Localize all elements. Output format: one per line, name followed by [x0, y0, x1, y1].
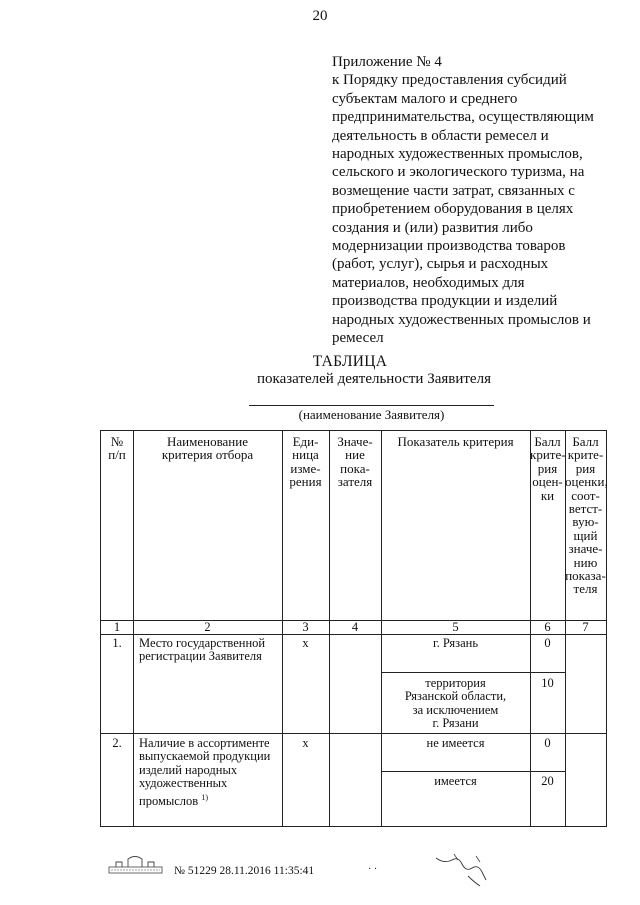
applicant-name-caption: (наименование Заявителя) — [298, 407, 445, 422]
indicator-text: г. Рязань — [432, 636, 479, 650]
document-reference: № 51229 28.11.2016 11:35:41 — [174, 865, 315, 877]
appendix-line: народных художественных промыслов и — [332, 311, 591, 328]
registry-stamp-icon — [108, 853, 163, 875]
appendix-line: производства продукции и изделий — [332, 293, 558, 310]
appendix-line: к Порядку предоставления субсидий — [332, 72, 567, 89]
header-score-assigned: Балл крите- рия оценки, соот- ветст- вую- щий значе- нию показа- теля — [565, 434, 608, 597]
appendix-line: модернизации производства товаров — [332, 238, 566, 255]
criterion-unit: х — [302, 736, 309, 750]
applicant-name-line — [249, 405, 494, 406]
header-unit: Еди- ница изме- рения — [289, 434, 322, 490]
appendix-line: народных художественных промыслов, — [332, 146, 583, 163]
footnote-mark: 1) — [201, 792, 208, 802]
indicator-text: имеется — [434, 774, 477, 788]
appendix-line: сельского и экологического туризма, на — [332, 164, 585, 181]
indicator-score: 0 — [544, 736, 551, 750]
column-number: 5 — [452, 620, 459, 634]
indicator-text: не имеется — [426, 736, 485, 750]
column-number: 1 — [113, 620, 121, 634]
appendix-line: Приложение № 4 — [332, 54, 442, 70]
header-score: Балл крите- рия оцен- ки — [530, 434, 566, 503]
criterion-unit: х — [302, 636, 309, 650]
header-number: № п/п — [108, 434, 126, 463]
criterion-name: Место государственной регистрации Заявителя — [139, 636, 266, 664]
column-number: 4 — [351, 620, 359, 634]
table-subtitle: показателей деятельности Заявителя — [257, 371, 491, 387]
footer-mark: · · — [368, 864, 378, 875]
column-number: 6 — [544, 620, 551, 634]
appendix-line: (работ, услуг), сырья и расходных — [332, 256, 549, 273]
appendix-line: предпринимательства, осуществляющим — [332, 109, 594, 126]
header-criterion: Наименование критерия отбора — [161, 434, 254, 463]
header-indicator: Показатель критерия — [397, 434, 514, 449]
indicator-score: 10 — [541, 676, 554, 690]
appendix-line: ремесел — [332, 330, 384, 347]
signature-icon — [432, 850, 502, 890]
table-row-divider — [101, 733, 606, 734]
criteria-table — [100, 430, 607, 827]
column-number: 3 — [302, 620, 309, 634]
appendix-header — [332, 53, 632, 348]
appendix-line: возмещение части затрат, связанных с — [332, 182, 575, 199]
column-number: 2 — [204, 620, 211, 634]
header-value: Значе- ние пока- зателя — [337, 434, 373, 490]
indicator-score: 20 — [541, 774, 554, 788]
appendix-line: создания и (или) развития либо — [332, 219, 533, 236]
page-number: 20 — [312, 8, 328, 24]
row-number: 1. — [112, 636, 122, 650]
appendix-line: субъектам малого и среднего — [332, 90, 518, 107]
appendix-line: деятельность в области ремесел и — [332, 127, 549, 144]
table-row-divider — [381, 672, 565, 673]
indicator-score: 0 — [544, 636, 551, 650]
criterion-name: Наличие в ассортименте выпускаемой продукции изделий народных художественных промыслов $^{1)}$ — [139, 736, 271, 808]
table-row-divider — [381, 771, 565, 772]
appendix-line: материалов, необходимых для — [332, 274, 525, 291]
indicator-text: территория Рязанской области, за исключением г. Рязани — [404, 676, 507, 731]
appendix-line: приобретением оборудования в целях — [332, 201, 574, 218]
table-title: ТАБЛИЦА — [312, 353, 388, 370]
row-number: 2. — [112, 736, 122, 750]
column-number: 7 — [582, 620, 589, 634]
